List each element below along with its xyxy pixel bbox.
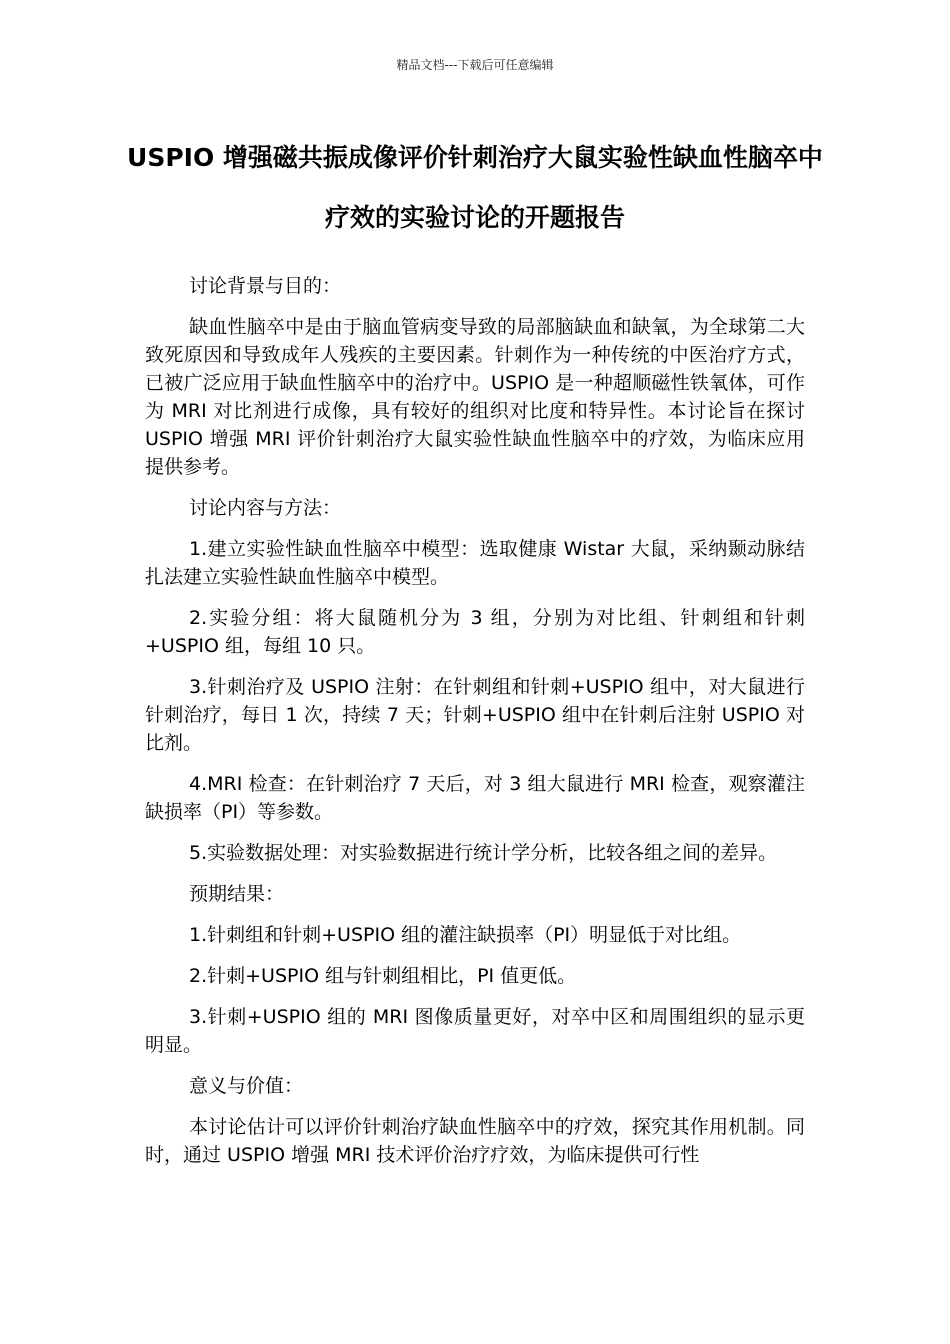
method-item-2: 2.实验分组：将大鼠随机分为 3 组，分别为对比组、针刺组和针刺+USPIO 组，每组 10 只。: [145, 607, 805, 657]
result-item-1: 1.针刺组和针刺+USPIO 组的灌注缺损率（PI）明显低于对比组。: [189, 924, 742, 946]
section-heading-background: 讨论背景与目的：: [189, 275, 342, 297]
document-title: USPIO 增强磁共振成像评价针刺治疗大鼠实验性缺血性脑卒中疗效的实验讨论的开题报告: [127, 143, 823, 232]
section-heading-expected-results: 预期结果：: [189, 883, 285, 905]
result-item-2: 2.针刺+USPIO 组与针刺组相比，PI 值更低。: [189, 965, 577, 987]
method-item-4: 4.MRI 检查：在针刺治疗 7 天后，对 3 组大鼠进行 MRI 检查，观察灌注缺损率（PI）等参数。: [145, 773, 805, 823]
paragraph-significance: 本讨论估计可以评价针刺治疗缺血性脑卒中的疗效，探究其作用机制。同时，通过 USPIO 增强 MRI 技术评价治疗疗效，为临床提供可行性: [145, 1116, 805, 1166]
method-item-5: 5.实验数据处理：对实验数据进行统计学分析，比较各组之间的差异。: [189, 842, 778, 864]
method-item-3: 3.针刺治疗及 USPIO 注射：在针刺组和针刺+USPIO 组中，对大鼠进行针刺治疗，每日 1 次，持续 7 天；针刺+USPIO 组中在针刺后注射 USPIO 对比剂。: [145, 676, 805, 754]
page-header: 精品文档---下载后可任意编辑: [396, 58, 554, 72]
method-item-1: 1.建立实验性缺血性脑卒中模型：选取健康 Wistar 大鼠，采纳颞动脉结扎法建立实验性缺血性脑卒中模型。: [145, 538, 805, 588]
section-heading-significance: 意义与价值：: [189, 1075, 304, 1097]
document-body: [145, 272, 805, 1182]
result-item-3: 3.针刺+USPIO 组的 MRI 图像质量更好，对卒中区和周围组织的显示更明显。: [145, 1006, 805, 1056]
section-heading-methods: 讨论内容与方法：: [189, 497, 342, 519]
paragraph-background: 缺血性脑卒中是由于脑血管病变导致的局部脑缺血和缺氧，为全球第二大致死原因和导致成年人残疾的主要因素。针刺作为一种传统的中医治疗方式，已被广泛应用于缺血性脑卒中的治疗中。USPIO 是一种超顺磁性铁氧体，可作为 MRI 对比剂进行成像，具有较好的组织对比度和特异性。本讨论旨在探讨 USPIO 增强 MRI 评价针刺治疗大鼠实验性缺血性脑卒中的疗效，为临床应用提供参考。: [145, 316, 805, 478]
